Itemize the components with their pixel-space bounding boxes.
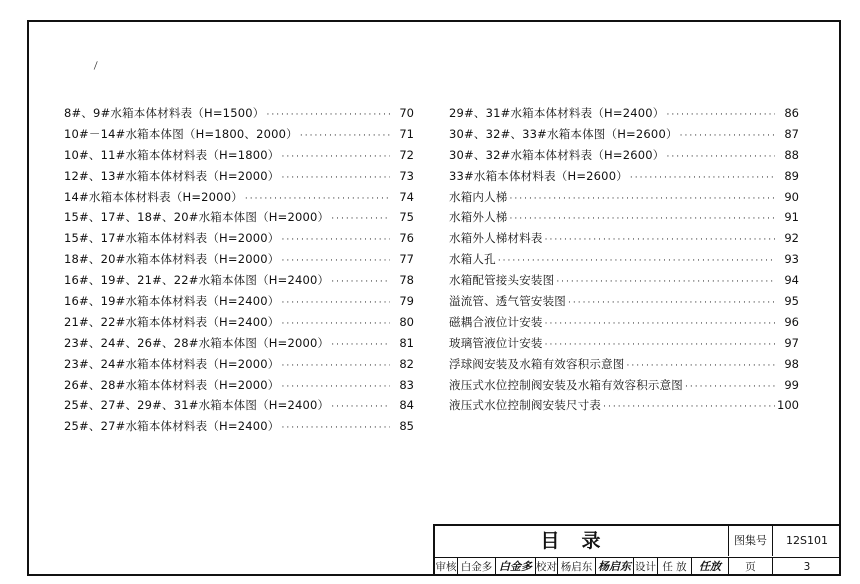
toc-entry bbox=[449, 375, 799, 396]
toc-entry-title: 水箱配管接头安装图 bbox=[449, 273, 555, 288]
toc-entry bbox=[449, 145, 799, 166]
toc-entry-title: 液压式水位控制阀安装尺寸表 bbox=[449, 398, 602, 413]
toc-entry bbox=[64, 207, 414, 228]
toc-entry-page: 86 bbox=[784, 106, 799, 120]
toc-leader-dots bbox=[300, 126, 390, 147]
toc-leader-dots bbox=[282, 251, 391, 272]
toc-entry bbox=[449, 124, 799, 145]
toc-leader-dots bbox=[282, 168, 391, 189]
toc-entry-title: 8#、9#水箱本体材料表（H=1500） bbox=[64, 106, 265, 120]
toc-entry-title: 10#－14#水箱本体图（H=1800、2000） bbox=[64, 126, 298, 141]
toc-entry bbox=[64, 228, 414, 249]
toc-leader-dots bbox=[282, 147, 391, 168]
designer-signature: 任放 bbox=[692, 558, 729, 576]
toc-entry-title: 15#、17#水箱本体材料表（H=2000） bbox=[64, 231, 280, 246]
toc-entry-page: 70 bbox=[399, 106, 414, 120]
toc-entry bbox=[449, 166, 799, 187]
toc-entry-page: 98 bbox=[784, 356, 799, 371]
toc-entry-title: 磁耦合液位计安装 bbox=[449, 314, 543, 329]
toc-entry bbox=[449, 270, 799, 291]
checker-name: 杨启东 bbox=[558, 558, 596, 576]
toc-entry-title: 溢流管、透气管安装图 bbox=[449, 294, 566, 309]
toc-entry-title: 23#、24#水箱本体材料表（H=2000） bbox=[64, 356, 280, 371]
toc-leader-dots bbox=[510, 209, 776, 230]
toc-entry bbox=[449, 207, 799, 228]
title-block bbox=[433, 524, 841, 576]
toc-entry-title: 25#、27#、29#、31#水箱本体图（H=2400） bbox=[64, 398, 330, 413]
toc-entry bbox=[64, 416, 414, 437]
toc-entry-page: 85 bbox=[399, 419, 414, 434]
toc-entry bbox=[449, 312, 799, 333]
review-label: 审核 bbox=[435, 558, 458, 576]
toc-leader-dots bbox=[282, 356, 391, 377]
toc-entry-title: 14#水箱本体材料表（H=2000） bbox=[64, 189, 243, 204]
toc-entry bbox=[64, 354, 414, 375]
toc-leader-dots bbox=[667, 105, 776, 126]
toc-entry bbox=[64, 103, 414, 124]
toc-right-column bbox=[449, 103, 799, 416]
toc-entry-title: 水箱内人梯 bbox=[449, 189, 508, 204]
toc-leader-dots bbox=[282, 377, 391, 398]
design-label: 设计 bbox=[634, 558, 658, 576]
toc-entry bbox=[64, 375, 414, 396]
toc-entry bbox=[449, 354, 799, 375]
toc-entry-title: 29#、31#水箱本体材料表（H=2400） bbox=[449, 106, 665, 120]
toc-entry-title: 玻璃管液位计安装 bbox=[449, 335, 543, 350]
toc-entry bbox=[64, 333, 414, 354]
toc-entry-title: 33#水箱本体材料表（H=2600） bbox=[449, 168, 628, 183]
toc-leader-dots bbox=[510, 189, 776, 210]
toc-entry-page: 83 bbox=[399, 377, 414, 392]
toc-left-column bbox=[64, 103, 414, 437]
toc-entry-title: 18#、20#水箱本体材料表（H=2000） bbox=[64, 252, 280, 267]
toc-leader-dots bbox=[545, 230, 775, 251]
toc-entry-page: 94 bbox=[784, 273, 799, 288]
toc-leader-dots bbox=[545, 314, 775, 335]
page-label: 页 bbox=[729, 558, 773, 576]
title-block-row-1 bbox=[435, 526, 841, 558]
toc-entry bbox=[449, 395, 799, 416]
title-block-row-2 bbox=[435, 558, 841, 576]
toc-entry-page: 92 bbox=[784, 231, 799, 246]
sheet-title: 目录 bbox=[435, 526, 729, 556]
toc-entry bbox=[449, 187, 799, 208]
toc-entry bbox=[64, 270, 414, 291]
toc-entry-title: 15#、17#、18#、20#水箱本体图（H=2000） bbox=[64, 210, 330, 225]
toc-leader-dots bbox=[282, 314, 391, 335]
toc-entry bbox=[64, 145, 414, 166]
toc-entry-page: 93 bbox=[784, 252, 799, 267]
toc-entry-title: 21#、22#水箱本体材料表（H=2400） bbox=[64, 314, 280, 329]
toc-entry-title: 30#、32#、33#水箱本体图（H=2600） bbox=[449, 126, 678, 141]
toc-leader-dots bbox=[266, 105, 390, 126]
checker-signature: 杨启东 bbox=[596, 558, 634, 576]
page-number: 3 bbox=[803, 561, 811, 573]
toc-leader-dots bbox=[331, 397, 390, 418]
reviewer-signature: 白金多 bbox=[496, 558, 536, 576]
toc-entry-page: 75 bbox=[399, 210, 414, 225]
toc-leader-dots bbox=[556, 272, 775, 293]
toc-entry-page: 96 bbox=[784, 314, 799, 329]
toc-entry-page: 91 bbox=[784, 210, 799, 225]
toc-leader-dots bbox=[627, 356, 776, 377]
toc-entry-title: 25#、27#水箱本体材料表（H=2400） bbox=[64, 419, 280, 434]
toc-entry-title: 16#、19#、21#、22#水箱本体图（H=2400） bbox=[64, 273, 330, 288]
toc-leader-dots bbox=[680, 126, 775, 147]
toc-entry-page: 77 bbox=[399, 252, 414, 267]
stray-mark: ⁄ bbox=[94, 60, 98, 73]
toc-leader-dots bbox=[667, 147, 776, 168]
toc-entry bbox=[64, 395, 414, 416]
toc-entry-title: 10#、11#水箱本体材料表（H=1800） bbox=[64, 147, 280, 162]
toc-entry-page: 71 bbox=[399, 126, 414, 141]
toc-entry-page: 100 bbox=[777, 398, 799, 413]
check-label: 校对 bbox=[536, 558, 558, 576]
toc-entry-page: 84 bbox=[399, 398, 414, 413]
toc-leader-dots bbox=[630, 168, 775, 189]
toc-entry-page: 99 bbox=[784, 377, 799, 392]
toc-leader-dots bbox=[331, 272, 390, 293]
designer-name: 任 放 bbox=[658, 558, 692, 576]
toc-entry bbox=[64, 124, 414, 145]
toc-leader-dots bbox=[568, 293, 775, 314]
toc-entry-title: 水箱外人梯材料表 bbox=[449, 231, 543, 246]
toc-entry-page: 81 bbox=[399, 335, 414, 350]
atlas-number-label: 图集号 bbox=[729, 526, 773, 556]
toc-entry-page: 88 bbox=[784, 147, 799, 162]
toc-entry bbox=[449, 291, 799, 312]
toc-entry bbox=[449, 228, 799, 249]
toc-entry-title: 12#、13#水箱本体材料表（H=2000） bbox=[64, 168, 280, 183]
toc-entry bbox=[64, 166, 414, 187]
reviewer-name: 白金多 bbox=[458, 558, 496, 576]
toc-entry-title: 23#、24#、26#、28#水箱本体图（H=2000） bbox=[64, 335, 330, 350]
toc-entry-title: 水箱外人梯 bbox=[449, 210, 508, 225]
toc-entry-title: 16#、19#水箱本体材料表（H=2400） bbox=[64, 294, 280, 309]
toc-entry-page: 74 bbox=[399, 189, 414, 204]
toc-entry-page: 90 bbox=[784, 189, 799, 204]
toc-leader-dots bbox=[498, 251, 775, 272]
toc-entry-title: 浮球阀安装及水箱有效容积示意图 bbox=[449, 356, 625, 371]
toc-leader-dots bbox=[331, 209, 390, 230]
toc-entry-page: 95 bbox=[784, 294, 799, 309]
toc-leader-dots bbox=[331, 335, 390, 356]
toc-entry-title: 26#、28#水箱本体材料表（H=2000） bbox=[64, 377, 280, 392]
toc-entry-title: 水箱人孔 bbox=[449, 252, 496, 267]
toc-leader-dots bbox=[282, 230, 391, 251]
toc-entry-page: 97 bbox=[784, 335, 799, 350]
toc-leader-dots bbox=[282, 293, 391, 314]
toc-entry-page: 82 bbox=[399, 356, 414, 371]
toc-entry-page: 89 bbox=[784, 168, 799, 183]
toc-entry-title: 液压式水位控制阀安装及水箱有效容积示意图 bbox=[449, 377, 683, 392]
toc-leader-dots bbox=[685, 377, 775, 398]
toc-entry-page: 80 bbox=[399, 314, 414, 329]
toc-entry-page: 73 bbox=[399, 168, 414, 183]
toc-entry bbox=[449, 333, 799, 354]
toc-entry-title: 30#、32#水箱本体材料表（H=2600） bbox=[449, 147, 665, 162]
atlas-number: 12S101 bbox=[786, 534, 828, 547]
toc-entry bbox=[449, 249, 799, 270]
toc-entry bbox=[64, 249, 414, 270]
toc-entry bbox=[449, 103, 799, 124]
toc-leader-dots bbox=[282, 418, 391, 439]
toc-entry-page: 79 bbox=[399, 294, 414, 309]
toc-entry-page: 76 bbox=[399, 231, 414, 246]
toc-leader-dots bbox=[603, 397, 775, 418]
toc-leader-dots bbox=[545, 335, 775, 356]
toc-leader-dots bbox=[245, 189, 390, 210]
toc-entry-page: 87 bbox=[784, 126, 799, 141]
toc-entry bbox=[64, 312, 414, 333]
toc-entry-page: 72 bbox=[399, 147, 414, 162]
toc-entry bbox=[64, 187, 414, 208]
toc-entry bbox=[64, 291, 414, 312]
toc-entry-page: 78 bbox=[399, 273, 414, 288]
